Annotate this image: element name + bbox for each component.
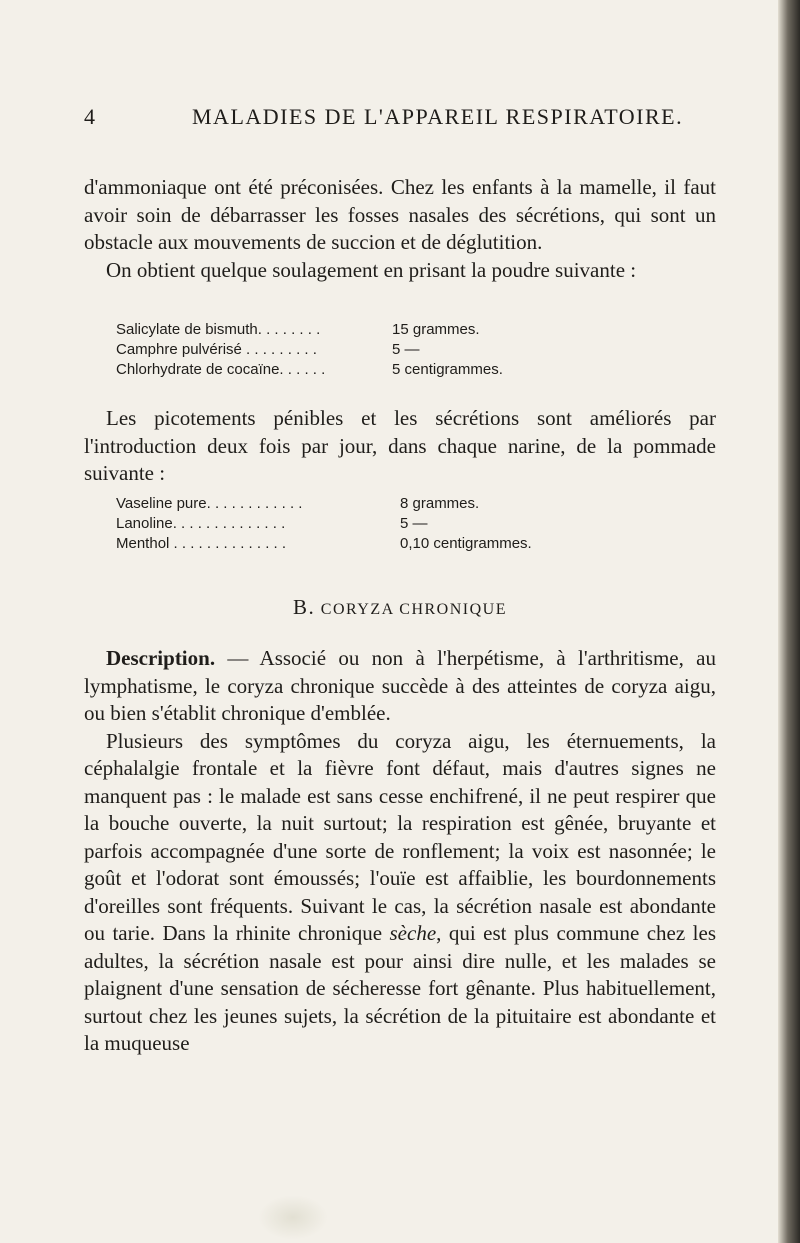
ingredient-quantity: 8 grammes. [400,495,480,512]
section-letter: B. [293,595,316,619]
ingredient-quantity: 15 grammes. [392,321,480,338]
paragraph-1: d'ammoniaque ont été préconisées. Chez les enfants à la mamelle, il faut avoir soin de débarrasser les fosses nasales des sécrétions, qui sont un obstacle aux mouvements de succion et de déglutition. [84,175,716,254]
formula-row [116,534,676,554]
running-title: MALADIES DE L'APPAREIL RESPIRATOIRE. [192,104,684,129]
ingredient-name: Vaseline pure. . . . . . . . . . . . [116,495,303,512]
paragraph-description [84,645,716,728]
paper-stain [258,1195,328,1240]
symptoms-text-a: Plusieurs des symptômes du coryza aigu, les éternuements, la céphalalgie frontale et la fièvre font défaut, mais d'autres signes ne manquent pas : le malade est sans cesse enchifrené, il ne peut respirer que la bouche ouverte, la nuit surtout; la respiration est gênée, bruyante et parfois accompagnée d'une sorte de ronflement; la voix est nasonnée; le goût et l'odorat sont émoussés; l'ouïe est affaiblie, les bourdonnements d'oreilles sont fréquents. Suivant le cas, la sécrétion nasale est abondante ou tarie. Dans la rhinite chronique [84,728,716,945]
page-number: 4 [84,104,96,129]
formula-row [116,360,676,380]
symptoms-text-b: , qui est plus commune chez les adultes, la sécrétion nasale est pour ainsi dire nulle, et les malades se plaignent d'une sensation de sécheresse fort gênante. Plus habituellement, surtout chez les jeunes sujets, la sécrétion de la pituitaire est abondante et la muqueuse [84,921,716,1055]
text-block-3 [84,645,716,1058]
text-block-2 [84,405,716,488]
ingredient-name: Chlorhydrate de cocaïne. . . . . . [116,361,326,378]
ingredient-name: Menthol . . . . . . . . . . . . . . [116,535,287,552]
formula-row [116,340,676,360]
formula-row [116,320,676,340]
paragraph-symptoms [84,728,716,1058]
ingredient-quantity: 5 — [392,341,420,358]
text-block-1 [84,174,716,284]
ingredient-name: Camphre pulvérisé . . . . . . . . . [116,341,317,358]
description-lead: Description. [106,646,216,670]
ingredient-quantity: 5 centigrammes. [392,361,503,378]
ingredient-quantity: 0,10 centigrammes. [400,535,532,552]
section-title-text: CORYZA CHRONIQUE [320,601,507,618]
description-text: — Associé ou non à l'herpétisme, à l'arthritisme, au lymphatisme, le coryza chronique succède à des atteintes de coryza aigu, ou bien s'établit chronique d'emblée. [84,646,716,725]
ingredient-name: Lanoline. . . . . . . . . . . . . . [116,515,286,532]
page-header [84,104,720,132]
paragraph-3: Les picotements pénibles et les sécrétions sont améliorés par l'introduction deux fois par jour, dans chaque narine, de la pommade suivante : [84,406,716,485]
paragraph-2: On obtient quelque soulagement en prisant la poudre suivante : [106,257,637,282]
section-heading [0,595,800,620]
formula-ointment [116,494,676,554]
formula-powder [116,320,676,380]
page-edge-shadow [778,0,800,1243]
ingredient-name: Salicylate de bismuth. . . . . . . . [116,321,321,338]
ingredient-quantity: 5 — [400,515,428,532]
formula-row [116,514,676,534]
symptoms-emphasis: sèche [389,921,437,945]
formula-row [116,494,676,514]
